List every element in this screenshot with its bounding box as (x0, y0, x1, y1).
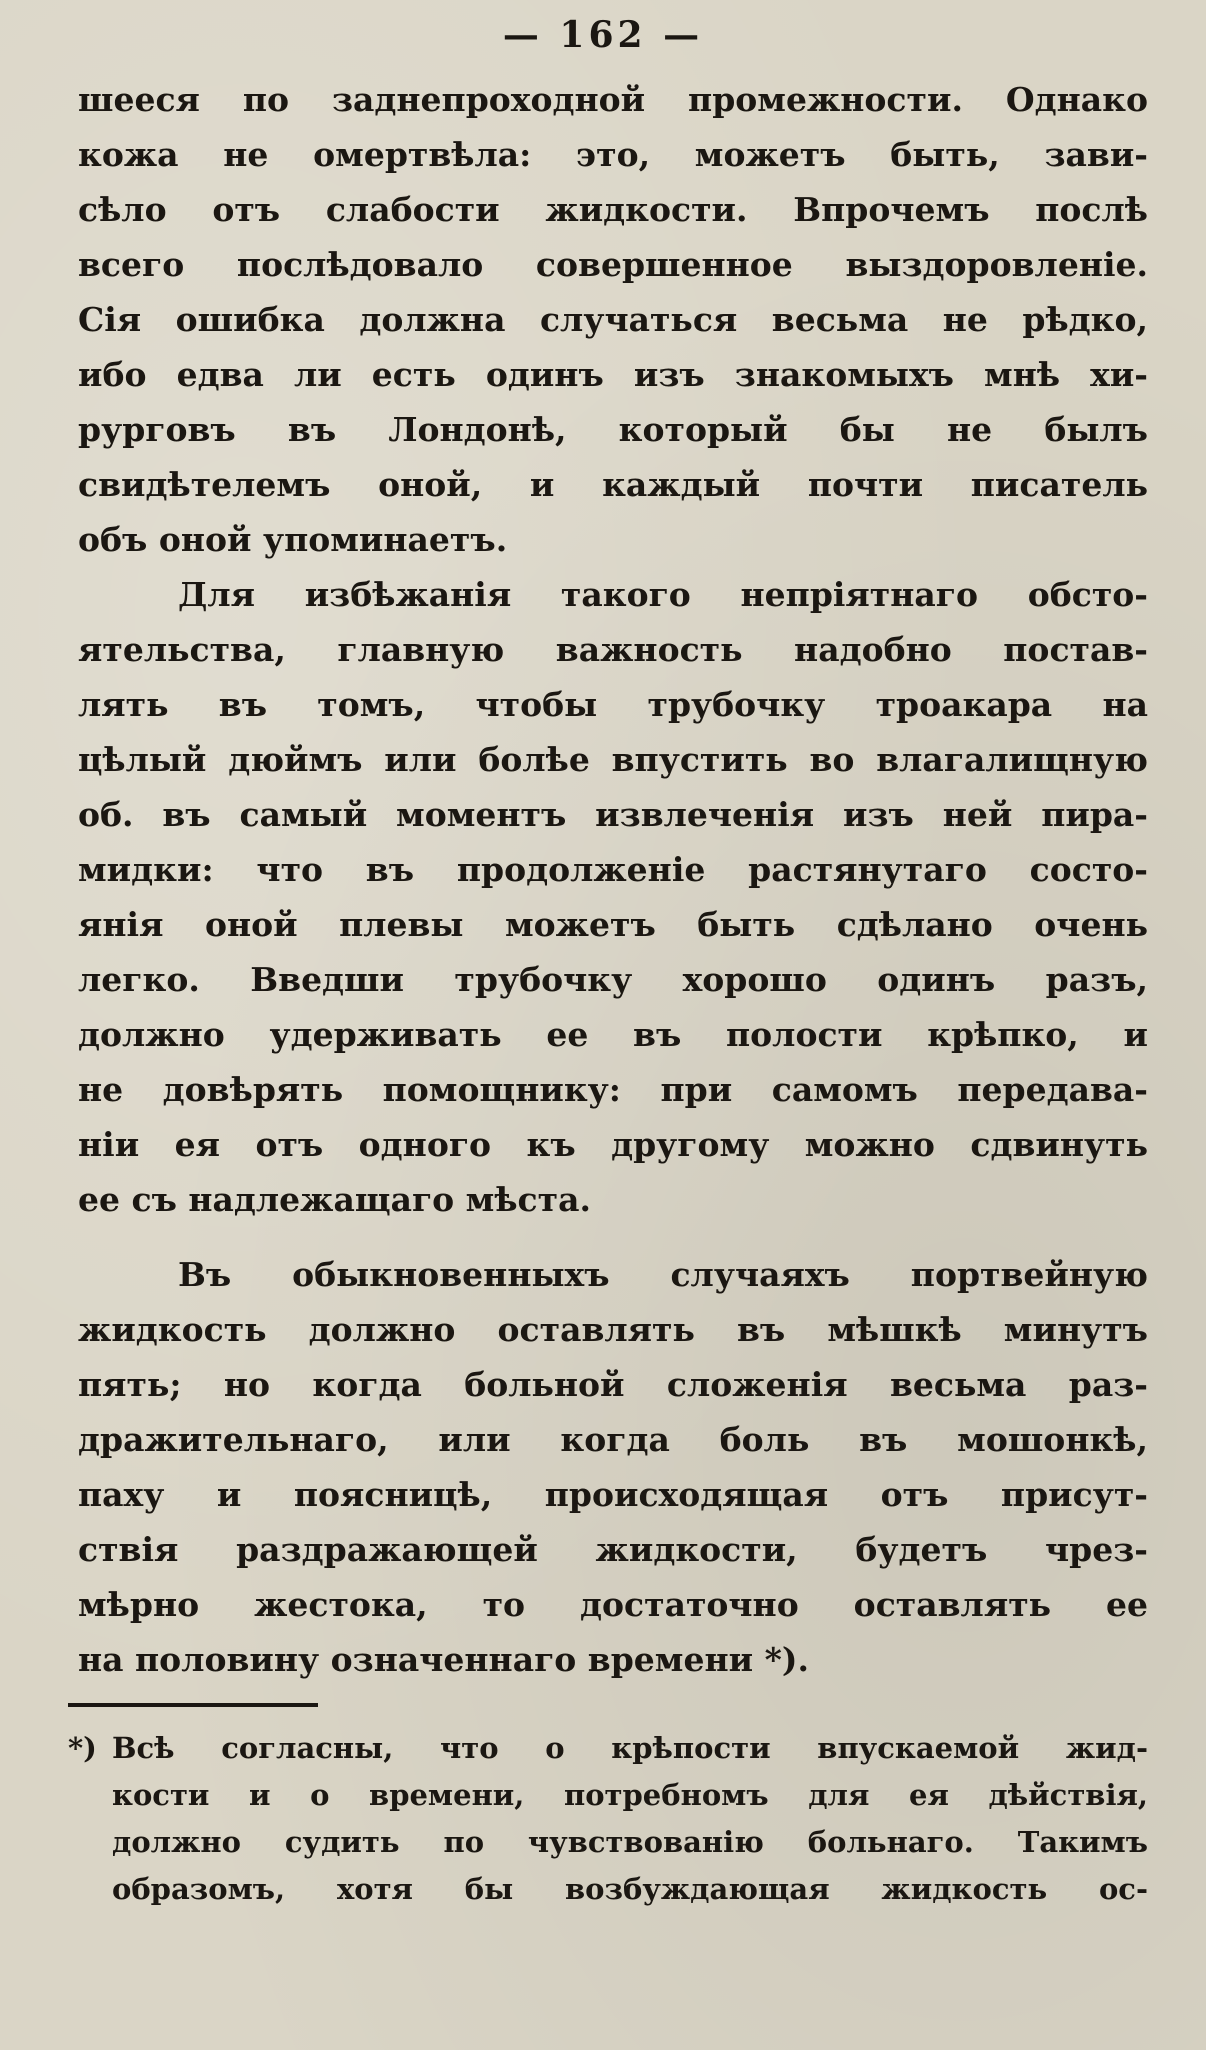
footnote-line (68, 1725, 1148, 1772)
text-line: Для избѣжанія такого непріятнаго обсто- (178, 575, 1148, 614)
text-line: рурговъ въ Лондонѣ, который бы не былъ (78, 410, 1148, 449)
main-text (78, 72, 1148, 1687)
text-line: ее съ надлежащаго мѣста. (78, 1180, 591, 1219)
text-line: кожа не омертвѣла: это, можетъ быть, зави- (78, 135, 1148, 174)
text-line: паху и поясницѣ, происходящая отъ присут- (78, 1475, 1148, 1514)
text-line: жидкость должно оставлять въ мѣшкѣ минутъ (78, 1310, 1148, 1349)
text-line: Въ обыкновенныхъ случаяхъ портвейную (178, 1255, 1148, 1294)
text-line: дражительнаго, или когда боль въ мошонкѣ, (78, 1420, 1148, 1459)
text-line: всего послѣдовало совершенное выздоровленіе. (78, 245, 1148, 284)
text-line: сѣло отъ слабости жидкости. Впрочемъ послѣ (78, 190, 1148, 229)
text-line: ятельства, главную важность надобно постав- (78, 630, 1148, 669)
text-line: объ оной упоминаетъ. (78, 520, 508, 559)
paragraph (78, 1247, 1148, 1687)
text-line: янія оной плевы можетъ быть сдѣлано очень (78, 905, 1148, 944)
footnote-line: должно судить по чувствованію больнаго. Такимъ (112, 1825, 1148, 1859)
footnote (68, 1725, 1148, 1913)
paragraph-spacer (78, 1227, 1148, 1247)
footnote-text: Всѣ согласны, что о крѣпости впускаемой жид- (112, 1731, 1148, 1765)
text-line: должно удерживать ее въ полости крѣпко, и (78, 1015, 1148, 1054)
paragraph (78, 72, 1148, 567)
text-line: легко. Введши трубочку хорошо одинъ разъ, (78, 960, 1148, 999)
text-line: ибо едва ли есть одинъ изъ знакомыхъ мнѣ хи- (78, 355, 1148, 394)
text-line: свидѣтелемъ оной, и каждый почти писатель (78, 465, 1148, 504)
text-line: ніи ея отъ одного къ другому можно сдвинуть (78, 1125, 1148, 1164)
footnote-line: кости и о времени, потребномъ для ея дѣйствія, (112, 1778, 1148, 1812)
footnote-line: образомъ, хотя бы возбуждающая жидкость ос- (112, 1872, 1148, 1906)
text-line: лять въ томъ, чтобы трубочку троакара на (78, 685, 1148, 724)
page-number: — 162 — (502, 14, 704, 56)
text-line: цѣлый дюймъ или болѣе впустить во влагалищную (78, 740, 1148, 779)
text-line: пять; но когда больной сложенія весьма раз- (78, 1365, 1148, 1404)
text-line: не довѣрять помощнику: при самомъ передава- (78, 1070, 1148, 1109)
footnote-mark: *) (68, 1731, 97, 1765)
text-line: мѣрно жестока, то достаточно оставлять ее (78, 1585, 1148, 1624)
paragraph (78, 567, 1148, 1227)
footnote-divider (68, 1703, 318, 1707)
text-line: на половину означеннаго времени *). (78, 1640, 809, 1679)
text-line: мидки: что въ продолженіе растянутаго состо- (78, 850, 1148, 889)
text-line: шееся по заднепроходной промежности. Однако (78, 80, 1148, 119)
text-line: об. въ самый моментъ извлеченія изъ ней пира- (78, 795, 1148, 834)
text-line: Сія ошибка должна случаться весьма не рѣдко, (78, 300, 1148, 339)
text-line: ствія раздражающей жидкости, будетъ чрез- (78, 1530, 1148, 1569)
